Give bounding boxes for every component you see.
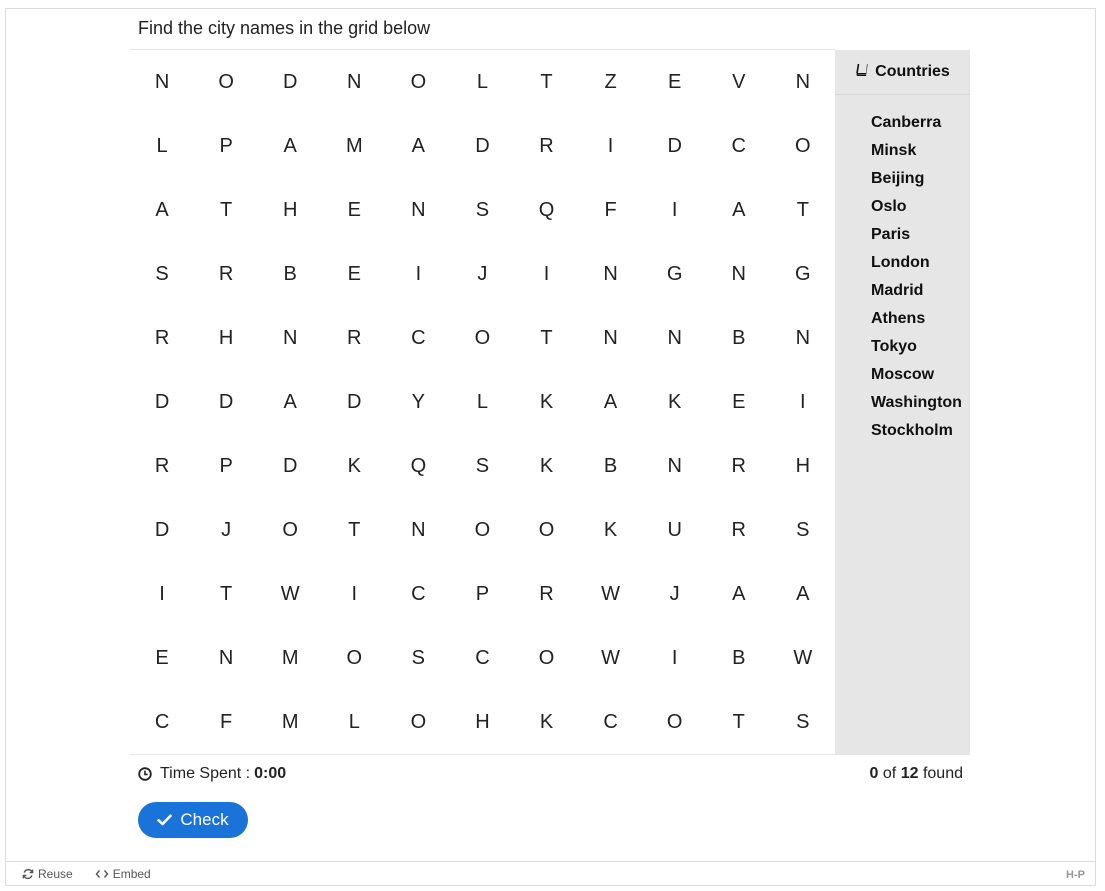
grid-letter: K — [539, 710, 554, 733]
grid-cell[interactable] — [514, 626, 578, 690]
grid-cell[interactable] — [194, 306, 258, 370]
grid-cell[interactable] — [707, 50, 771, 114]
grid-cell[interactable] — [386, 370, 450, 434]
grid-cell[interactable] — [258, 690, 322, 754]
grid-letter: W — [601, 582, 621, 605]
grid-cell[interactable] — [579, 434, 643, 498]
grid-letter: R — [347, 326, 362, 349]
grid-letter: F — [220, 710, 233, 733]
clock-icon — [138, 767, 152, 781]
grid-letter: R — [154, 454, 170, 477]
grid-letter: W — [793, 646, 813, 669]
grid-cell[interactable] — [514, 306, 578, 370]
grid-cell[interactable] — [771, 690, 835, 754]
grid-cell[interactable] — [130, 434, 194, 498]
grid-letter: W — [280, 582, 300, 605]
grid-letter: N — [795, 326, 811, 349]
grid-cell[interactable] — [707, 178, 771, 242]
grid-cell[interactable] — [130, 306, 194, 370]
grid-letter: E — [667, 70, 682, 93]
grid-cell[interactable] — [130, 242, 194, 306]
grid-cell[interactable] — [386, 306, 450, 370]
embed-label: Embed — [112, 867, 151, 881]
time-spent — [138, 765, 286, 783]
grid-cell[interactable] — [258, 498, 322, 562]
grid-cell[interactable] — [643, 498, 707, 562]
grid-letter: R — [731, 518, 746, 541]
grid-letter: A — [411, 134, 426, 157]
found-count: 0 — [869, 765, 879, 782]
grid-letter: L — [476, 390, 488, 413]
grid-cell[interactable] — [771, 370, 835, 434]
grid-cell[interactable] — [322, 306, 386, 370]
grid-letter: O — [474, 326, 491, 349]
grid-cell[interactable] — [386, 242, 450, 306]
reuse-link[interactable] — [22, 867, 73, 881]
grid-cell[interactable] — [771, 434, 835, 498]
grid-cell[interactable] — [130, 50, 194, 114]
grid-letter: N — [411, 518, 426, 541]
grid-letter: I — [159, 582, 165, 605]
grid-letter: E — [347, 262, 361, 285]
grid-cell[interactable] — [258, 370, 322, 434]
grid-letter: T — [796, 198, 809, 221]
grid-letter: B — [732, 646, 746, 669]
grid-cell[interactable] — [322, 626, 386, 690]
grid-letter: Z — [604, 70, 617, 93]
grid-cell[interactable] — [130, 690, 194, 754]
grid-letter: P — [219, 454, 233, 477]
grid-letter: Q — [538, 198, 555, 221]
grid-letter: K — [667, 390, 682, 413]
instruction-text: Find the city names in the grid below — [138, 18, 431, 38]
grid-cell[interactable] — [579, 626, 643, 690]
word-list-item: Madrid — [871, 282, 924, 299]
grid-letter: D — [347, 390, 362, 413]
grid-cell[interactable] — [322, 114, 386, 178]
grid-letter: N — [667, 326, 682, 349]
grid-cell[interactable] — [771, 626, 835, 690]
grid-cell[interactable] — [643, 626, 707, 690]
grid-letter: D — [667, 134, 682, 157]
grid-letter: T — [540, 326, 553, 349]
footer-divider — [6, 861, 1095, 862]
grid-letter: C — [411, 582, 426, 605]
grid-cell[interactable] — [643, 562, 707, 626]
grid-cell[interactable] — [579, 242, 643, 306]
grid-cell[interactable] — [771, 562, 835, 626]
grid-cell[interactable] — [771, 50, 835, 114]
h5p-logo: H-P — [1066, 869, 1085, 881]
grid-letter: M — [281, 646, 299, 669]
grid-letter: N — [603, 326, 618, 349]
grid-cell[interactable] — [514, 178, 578, 242]
grid-letter: D — [218, 390, 234, 413]
grid-letter: B — [732, 326, 746, 349]
grid-cell[interactable] — [130, 370, 194, 434]
grid-cell[interactable] — [194, 690, 258, 754]
grid-cell[interactable] — [643, 690, 707, 754]
grid-letter: L — [476, 70, 488, 93]
grid-cell[interactable] — [579, 370, 643, 434]
grid-cell[interactable] — [643, 434, 707, 498]
grid-letter: K — [539, 390, 554, 413]
grid-letter: I — [671, 198, 678, 221]
grid-letter: N — [282, 326, 298, 349]
grid-cell[interactable] — [771, 306, 835, 370]
grid-letter: K — [603, 518, 618, 541]
grid-cell[interactable] — [130, 562, 194, 626]
grid-cell[interactable] — [130, 114, 194, 178]
divider — [130, 754, 970, 755]
grid-letter: A — [796, 582, 810, 605]
grid-letter: M — [345, 134, 363, 157]
grid-letter: W — [601, 646, 621, 669]
grid-letter: H — [282, 198, 298, 221]
grid-letter: E — [155, 646, 169, 669]
grid-cell[interactable] — [514, 690, 578, 754]
grid-letter: T — [220, 582, 233, 605]
grid-cell[interactable] — [579, 498, 643, 562]
grid-letter: I — [671, 646, 678, 669]
check-button-label: Check — [180, 810, 229, 829]
found-total: 12 — [900, 765, 919, 782]
grid-letter: I — [351, 582, 358, 605]
grid-cell[interactable] — [450, 562, 514, 626]
grid-letter: R — [154, 326, 170, 349]
grid-cell[interactable] — [514, 434, 578, 498]
grid-letter: S — [475, 454, 490, 477]
grid-letter: O — [795, 134, 811, 157]
grid-cell[interactable] — [771, 178, 835, 242]
grid-letter: D — [154, 390, 170, 413]
grid-cell[interactable] — [194, 50, 258, 114]
grid-letter: I — [543, 262, 550, 285]
grid-letter: J — [477, 262, 488, 285]
grid-cell[interactable] — [707, 242, 771, 306]
grid-letter: H — [475, 710, 490, 733]
grid-letter: J — [221, 518, 232, 541]
grid-letter: D — [154, 518, 170, 541]
grid-letter: S — [411, 646, 426, 669]
grid-cell[interactable] — [130, 178, 194, 242]
grid-cell[interactable] — [386, 50, 450, 114]
word-list-item: Beijing — [871, 170, 925, 187]
grid-letter: P — [219, 134, 233, 157]
grid-letter: N — [218, 646, 234, 669]
grid-cell[interactable] — [450, 370, 514, 434]
grid-letter: S — [796, 710, 810, 733]
grid-cell[interactable] — [707, 306, 771, 370]
grid-letter: S — [475, 198, 490, 221]
grid-letter: S — [155, 262, 169, 285]
time-spent-label: Time Spent : — [160, 765, 251, 782]
grid-cell[interactable] — [450, 50, 514, 114]
grid-letter: M — [281, 710, 299, 733]
grid-cell[interactable] — [258, 50, 322, 114]
grid-letter: T — [732, 710, 745, 733]
grid-cell[interactable] — [514, 114, 578, 178]
grid-letter: V — [732, 70, 746, 93]
grid-letter: H — [795, 454, 811, 477]
grid-cell[interactable] — [514, 498, 578, 562]
grid-cell[interactable] — [386, 626, 450, 690]
grid-letter: A — [283, 390, 297, 413]
check-button[interactable] — [138, 802, 248, 838]
grid-letter: N — [154, 70, 170, 93]
grid-cell[interactable] — [258, 434, 322, 498]
grid-letter: B — [603, 454, 618, 477]
grid-cell[interactable] — [194, 114, 258, 178]
grid-cell[interactable] — [579, 50, 643, 114]
grid-letter: G — [795, 262, 811, 285]
grid-cell[interactable] — [771, 498, 835, 562]
grid-cell[interactable] — [386, 178, 450, 242]
grid-letter: T — [220, 198, 233, 221]
reuse-label: Reuse — [38, 867, 73, 881]
check-icon — [157, 814, 172, 826]
grid-cell[interactable] — [386, 562, 450, 626]
grid-letter: O — [410, 710, 427, 733]
grid-letter: N — [667, 454, 682, 477]
found-suffix: found — [922, 765, 963, 782]
grid-cell[interactable] — [707, 690, 771, 754]
word-list-panel — [835, 50, 970, 754]
grid-letter: H — [218, 326, 234, 349]
word-list-title: Countries — [875, 63, 950, 80]
grid-cell[interactable] — [643, 178, 707, 242]
word-list-item: Minsk — [871, 142, 917, 159]
grid-cell[interactable] — [386, 434, 450, 498]
grid-letter: D — [282, 454, 298, 477]
grid-cell[interactable] — [322, 498, 386, 562]
grid-cell[interactable] — [579, 306, 643, 370]
grid-cell[interactable] — [450, 690, 514, 754]
grid-cell[interactable] — [707, 562, 771, 626]
grid-cell[interactable] — [258, 626, 322, 690]
grid-letter: O — [666, 710, 683, 733]
word-list-item: Tokyo — [871, 338, 917, 355]
grid-letter: B — [283, 262, 297, 285]
grid-letter: L — [348, 710, 360, 733]
grid-cell[interactable] — [579, 114, 643, 178]
found-of: of — [882, 765, 897, 782]
grid-letter: D — [282, 70, 298, 93]
grid-letter: F — [604, 198, 617, 221]
grid-letter: I — [607, 134, 614, 157]
grid-cell[interactable] — [322, 178, 386, 242]
grid-letter: O — [218, 70, 234, 93]
grid-cell[interactable] — [771, 114, 835, 178]
grid-letter: Q — [410, 454, 427, 477]
grid-cell[interactable] — [194, 562, 258, 626]
grid-cell[interactable] — [643, 370, 707, 434]
word-list-item: Oslo — [871, 198, 907, 215]
grid-cell[interactable] — [258, 114, 322, 178]
grid-cell[interactable] — [322, 690, 386, 754]
grid-letter: O — [538, 518, 555, 541]
grid-cell[interactable] — [258, 306, 322, 370]
grid-cell[interactable] — [643, 242, 707, 306]
grid-letter: R — [539, 582, 554, 605]
grid-letter: N — [347, 70, 362, 93]
grid-cell[interactable] — [771, 242, 835, 306]
grid-letter: A — [603, 390, 618, 413]
grid-letter: Y — [411, 390, 426, 413]
word-list-item: Stockholm — [871, 422, 953, 439]
grid-letter: C — [475, 646, 490, 669]
grid-cell[interactable] — [579, 690, 643, 754]
grid-cell[interactable] — [514, 370, 578, 434]
reuse-icon — [22, 868, 34, 880]
grid-letter: R — [731, 454, 746, 477]
book-icon — [855, 63, 869, 82]
grid-letter: T — [348, 518, 361, 541]
grid-letter: N — [603, 262, 618, 285]
word-list-header — [835, 50, 970, 95]
embed-link[interactable] — [95, 867, 151, 881]
found-counter — [870, 765, 963, 783]
grid-letter: E — [732, 390, 746, 413]
grid-cell[interactable] — [322, 50, 386, 114]
grid-cell[interactable] — [707, 370, 771, 434]
grid-letter: C — [731, 134, 746, 157]
grid-cell[interactable] — [643, 306, 707, 370]
grid-cell[interactable] — [258, 242, 322, 306]
grid-letter: C — [411, 326, 426, 349]
word-list-item: London — [871, 254, 930, 271]
grid-cell[interactable] — [386, 690, 450, 754]
grid-letter: L — [156, 134, 168, 157]
word-list-item: Canberra — [871, 114, 942, 131]
grid-cell[interactable] — [450, 178, 514, 242]
grid-letter: N — [411, 198, 426, 221]
grid-letter: I — [800, 390, 806, 413]
grid-cell[interactable] — [450, 434, 514, 498]
grid-letter: U — [667, 518, 682, 541]
grid-cell[interactable] — [514, 242, 578, 306]
letter-grid[interactable] — [130, 50, 835, 754]
word-list-item: Washington — [871, 394, 962, 411]
grid-letter: N — [795, 70, 811, 93]
grid-letter: A — [732, 198, 746, 221]
grid-cell[interactable] — [322, 562, 386, 626]
grid-letter: G — [666, 262, 683, 285]
grid-letter: E — [347, 198, 361, 221]
time-spent-value: 0:00 — [254, 765, 287, 782]
grid-cell[interactable] — [643, 50, 707, 114]
grid-letter: D — [475, 134, 490, 157]
grid-cell[interactable] — [386, 114, 450, 178]
grid-letter: C — [154, 710, 170, 733]
grid-cell[interactable] — [322, 242, 386, 306]
grid-cell[interactable] — [707, 626, 771, 690]
grid-cell[interactable] — [322, 434, 386, 498]
grid-cell[interactable] — [130, 626, 194, 690]
grid-cell[interactable] — [450, 306, 514, 370]
grid-cell[interactable] — [194, 434, 258, 498]
grid-cell[interactable] — [130, 498, 194, 562]
grid-letter: T — [540, 70, 553, 93]
grid-cell[interactable] — [386, 498, 450, 562]
grid-letter: O — [474, 518, 491, 541]
grid-cell[interactable] — [707, 434, 771, 498]
footer-bar — [22, 867, 173, 881]
grid-letter: P — [475, 582, 490, 605]
grid-letter: O — [282, 518, 298, 541]
grid-letter: O — [346, 646, 363, 669]
grid-letter: J — [669, 582, 680, 605]
grid-cell[interactable] — [194, 370, 258, 434]
grid-letter: A — [732, 582, 746, 605]
grid-letter: K — [347, 454, 361, 477]
grid-cell[interactable] — [194, 242, 258, 306]
grid-cell[interactable] — [258, 562, 322, 626]
grid-letter: N — [731, 262, 746, 285]
grid-cell[interactable] — [450, 242, 514, 306]
word-list-item: Athens — [871, 310, 926, 327]
grid-cell[interactable] — [643, 114, 707, 178]
grid-letter: C — [603, 710, 618, 733]
code-icon — [95, 869, 109, 879]
grid-letter: I — [415, 262, 422, 285]
word-list-item: Moscow — [871, 366, 935, 383]
grid-letter: R — [539, 134, 554, 157]
grid-cell[interactable] — [579, 178, 643, 242]
grid-cell[interactable] — [707, 498, 771, 562]
grid-cell[interactable] — [322, 370, 386, 434]
grid-letter: O — [410, 70, 427, 93]
grid-cell[interactable] — [450, 114, 514, 178]
grid-cell[interactable] — [514, 562, 578, 626]
grid-cell[interactable] — [579, 562, 643, 626]
grid-cell[interactable] — [194, 498, 258, 562]
grid-cell[interactable] — [450, 498, 514, 562]
grid-letter: K — [539, 454, 554, 477]
grid-cell[interactable] — [258, 178, 322, 242]
grid-letter: A — [155, 198, 169, 221]
grid-cell[interactable] — [194, 178, 258, 242]
grid-letter: R — [218, 262, 234, 285]
grid-cell[interactable] — [450, 626, 514, 690]
word-list-item: Paris — [871, 226, 911, 243]
grid-letter: A — [283, 134, 297, 157]
grid-cell[interactable] — [514, 50, 578, 114]
grid-cell[interactable] — [194, 626, 258, 690]
word-list — [835, 95, 970, 449]
grid-cell[interactable] — [707, 114, 771, 178]
grid-letter: S — [796, 518, 810, 541]
grid-letter: O — [538, 646, 555, 669]
